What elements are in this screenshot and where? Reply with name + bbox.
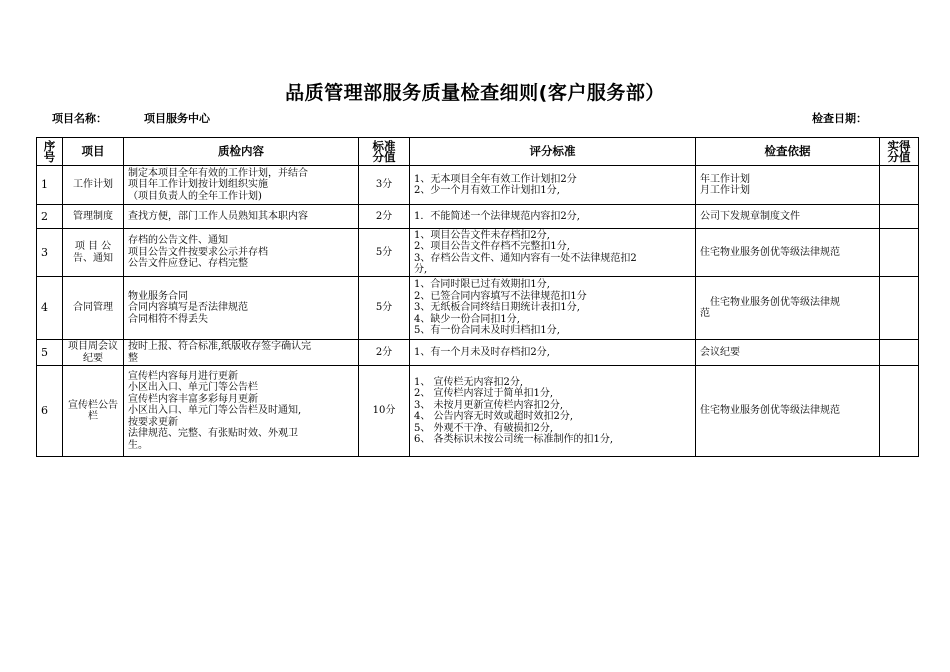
row-score: 2分 xyxy=(359,205,410,229)
row-content-line: 法律规范、完整、有张贴时效、外观卫 xyxy=(128,428,298,440)
row-basis xyxy=(696,340,880,366)
table-header-row xyxy=(37,138,919,166)
row-basis-line: 年工作计划 xyxy=(700,173,750,185)
row-basis-line: 会议纪要 xyxy=(700,346,740,358)
row-content-line: 合同相符不得丢失 xyxy=(128,313,208,325)
row-criteria-line: 3、无纸板合同终结日期统计表扣1分, xyxy=(414,302,580,314)
row-item: 项目周会议纪要 xyxy=(63,340,124,366)
row-criteria-line: 4、 公告内容无时效或超时效扣2分, xyxy=(414,411,574,422)
row-criteria xyxy=(410,366,696,457)
row-content-line: 按时上报、符合标准,纸版收存签字确认完 xyxy=(128,341,312,352)
row-seq: 2 xyxy=(37,205,63,229)
row-basis-line: 住宅物业服务创优等级法律规 xyxy=(700,296,840,308)
row-item: 工作计划 xyxy=(63,166,124,205)
row-actual-score xyxy=(880,229,919,277)
row-score: 5分 xyxy=(359,277,410,340)
row-content-line: 合同内容填写是否法律规范 xyxy=(128,302,248,314)
project-name-value: 项目服务中心 xyxy=(144,112,210,125)
row-score: 2分 xyxy=(359,340,410,366)
row-content-line: （项目负责人的全年工作计划) xyxy=(128,190,262,202)
row-basis xyxy=(696,205,880,229)
row-seq: 6 xyxy=(37,366,63,457)
row-content-line: 公告文件应登记、存档完整 xyxy=(128,258,248,270)
table-row xyxy=(37,277,919,340)
header-seq: 序号 xyxy=(37,138,63,166)
row-content-line: 宣传栏内容丰富多彩每月更新 xyxy=(128,393,258,405)
header-content: 质检内容 xyxy=(124,138,359,166)
row-criteria xyxy=(410,340,696,366)
row-content-line: 生。 xyxy=(128,439,148,451)
row-criteria-line: 3、 未按月更新宣传栏内容扣2分, xyxy=(414,399,564,411)
row-basis-line: 月工作计划 xyxy=(700,185,750,196)
row-content xyxy=(124,229,359,277)
table-row xyxy=(37,366,919,457)
row-basis xyxy=(696,229,880,277)
row-criteria-line: 4、缺少一份合同扣1分, xyxy=(414,313,520,325)
row-seq: 4 xyxy=(37,277,63,340)
row-content xyxy=(124,366,359,457)
row-criteria-line: 3、存档公告文件、通知内容有一处不法律规范扣2 xyxy=(414,252,637,264)
row-basis-line: 公司下发规章制度文件 xyxy=(700,210,800,222)
header-criteria: 评分标准 xyxy=(410,138,696,166)
inspection-table xyxy=(36,137,919,457)
row-content xyxy=(124,277,359,340)
row-content xyxy=(124,340,359,366)
row-criteria xyxy=(410,229,696,277)
row-content-line: 宣传栏内容每月进行更新 xyxy=(128,370,238,382)
header-basis: 检查依据 xyxy=(696,138,880,166)
row-criteria xyxy=(410,277,696,340)
row-content-line: 项目公告文件按要求公示并存档 xyxy=(128,246,268,258)
row-basis xyxy=(696,166,880,205)
row-score: 3分 xyxy=(359,166,410,205)
header-item: 项目 xyxy=(63,138,124,166)
row-seq: 5 xyxy=(37,340,63,366)
row-actual-score xyxy=(880,277,919,340)
row-content-line: 物业服务合同 xyxy=(128,290,188,302)
row-content-line: 按要求更新 xyxy=(128,416,178,428)
header-actual-score: 实得分值 xyxy=(880,138,919,166)
row-item: 合同管理 xyxy=(63,277,124,340)
row-basis-line: 住宅物业服务创优等级法律规范 xyxy=(700,405,840,417)
row-content xyxy=(124,166,359,205)
row-criteria-line: 1、合同时限已过有效期扣1分, xyxy=(414,279,550,291)
row-criteria-line: 1、有一个月未及时存档扣2分, xyxy=(414,346,550,358)
row-seq: 3 xyxy=(37,229,63,277)
row-basis-line: 住宅物业服务创优等级法律规范 xyxy=(700,246,840,258)
row-criteria-line: 1、项目公告文件未存档扣2分, xyxy=(414,229,550,241)
row-criteria-line: 1、无本项目全年有效工作计划扣2分 xyxy=(414,173,577,185)
row-actual-score xyxy=(880,340,919,366)
row-criteria-line: 分, xyxy=(414,264,428,275)
row-criteria-line: 2、项目公告文件存档不完整扣1分, xyxy=(414,241,570,252)
table-row xyxy=(37,229,919,277)
row-criteria-line: 2、少一个月有效工作计划扣1分, xyxy=(414,185,560,196)
row-content-line: 制定本项目全年有效的工作计划，并结合 xyxy=(128,167,308,179)
row-basis xyxy=(696,277,880,340)
row-criteria-line: 2、已签合同内容填写不法律规范扣1分 xyxy=(414,290,587,302)
header-standard-score: 标准分值 xyxy=(359,138,410,166)
row-criteria xyxy=(410,205,696,229)
table-row xyxy=(37,205,919,229)
row-seq: 1 xyxy=(37,166,63,205)
row-criteria-line: 5、 外观不干净、有破损扣2分, xyxy=(414,422,554,434)
row-item: 管理制度 xyxy=(63,205,124,229)
table-row xyxy=(37,166,919,205)
row-actual-score xyxy=(880,166,919,205)
row-content-line: 整 xyxy=(128,352,138,364)
row-content-line: 项目年工作计划按计划组织实施 xyxy=(128,179,268,191)
row-item: 宣传栏公告栏 xyxy=(63,366,124,457)
row-content xyxy=(124,205,359,229)
row-actual-score xyxy=(880,366,919,457)
row-score: 10分 xyxy=(359,366,410,457)
document-title: 品质管理部服务质量检查细则(客户服务部） xyxy=(285,82,665,104)
row-criteria-line: 1、 宣传栏无内容扣2分, xyxy=(414,376,524,388)
project-name-label: 项目名称： xyxy=(52,112,107,125)
row-criteria-line: 2、 宣传栏内容过于简单扣1分, xyxy=(414,388,554,399)
row-content-line: 小区出入口、单元门等公告栏及时通知, xyxy=(128,405,302,417)
row-content-line: 小区出入口、单元门等公告栏 xyxy=(128,382,258,394)
row-item: 项 目 公告、通知 xyxy=(63,229,124,277)
row-basis xyxy=(696,366,880,457)
check-date-label: 检查日期： xyxy=(812,112,867,125)
row-content-line: 存档的公告文件、通知 xyxy=(128,235,228,247)
row-basis-line: 范 xyxy=(700,308,710,319)
row-actual-score xyxy=(880,205,919,229)
row-criteria-line: 5、有一份合同未及时归档扣1分, xyxy=(414,325,560,337)
table-row xyxy=(37,340,919,366)
row-content-line: 查找方便，部门工作人员熟知其本职内容 xyxy=(128,210,308,222)
row-criteria-line: 1．不能简述一个法律规范内容扣2分, xyxy=(414,210,580,222)
row-criteria-line: 6、 各类标识未按公司统一标准制作的扣1分, xyxy=(414,434,614,445)
row-criteria xyxy=(410,166,696,205)
row-score: 5分 xyxy=(359,229,410,277)
